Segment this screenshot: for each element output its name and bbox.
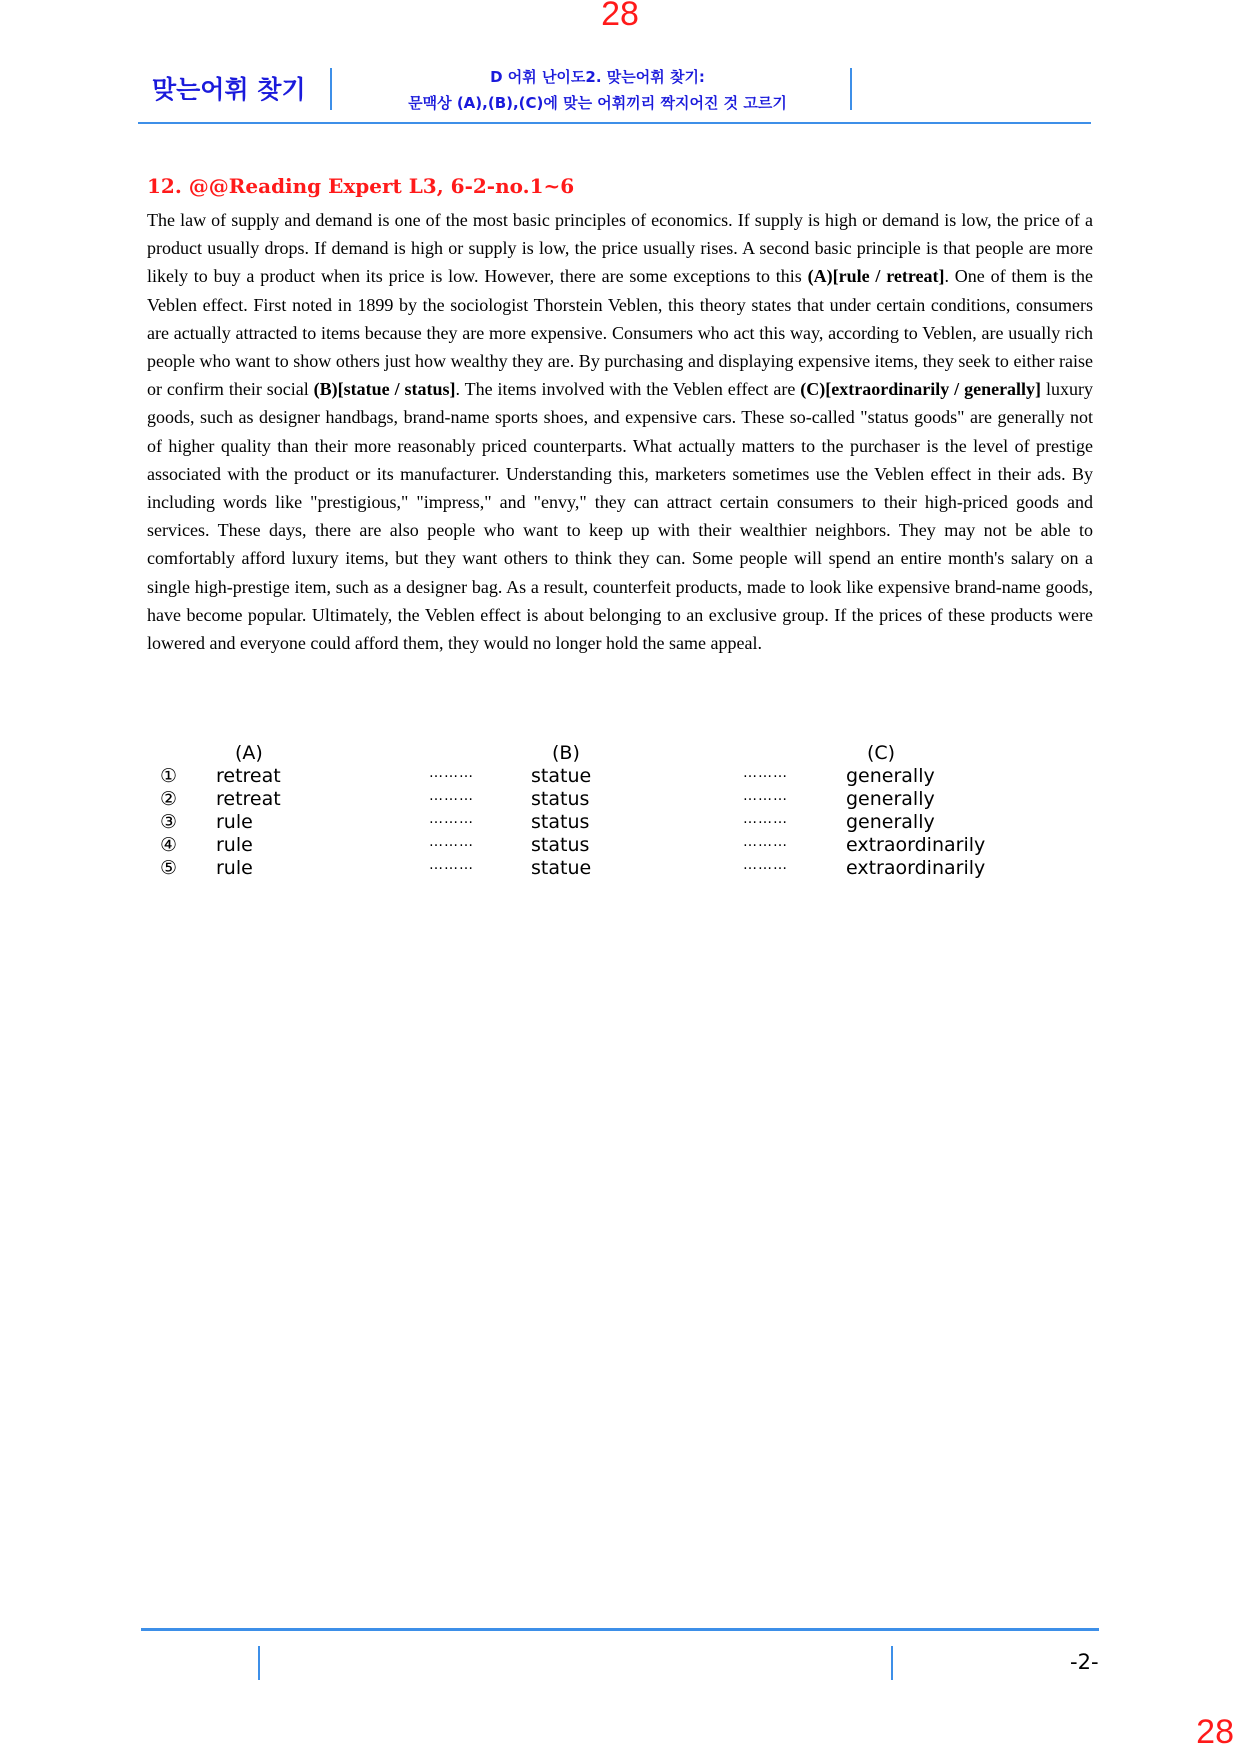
choice-leader: ……… (743, 788, 788, 804)
choice-leader: ……… (743, 834, 788, 850)
choice-number: ① (160, 765, 178, 787)
choice-leader: ……… (743, 811, 788, 827)
choice-row[interactable] (150, 811, 1050, 834)
passage-text-3: . The items involved with the Veblen effect are (455, 379, 801, 400)
choice-c: extraordinarily (846, 834, 986, 856)
choice-c: extraordinarily (846, 857, 986, 879)
passage-text-1: The law of supply and demand is one of the most basic principles of economics. If supply is high or demand is low, the price of a product usually drops. If demand is high or supply is low, the price usually rises. A second basic principle is that people are more likely to buy a product when its price is low. However, there are some exceptions to this (147, 210, 1093, 287)
page-number-top: 28 (601, 0, 639, 33)
choice-number: ② (160, 788, 178, 810)
blank-c: (C)[extraordinarily / generally] (800, 379, 1042, 400)
choice-a: retreat (216, 765, 281, 787)
passage-text-4: luxury goods, such as designer handbags, brand-name sports shoes, and expensive cars. These so-called "status goods" are generally not of higher quality than their more reasonably priced counterparts. What actually matters to the purchaser is the level of prestige associated with the product or its manufacturer. Understanding this, marketers sometimes use the Veblen effect in their ads. By including words like "prestigious," "impress," and "envy," they can attract certain consumers to their high-priced goods and services. These days, there are also people who want to keep up with their wealthier neighbors. They may not be able to comfortably afford luxury items, but they want others to think they can. Some people will spend an entire month's salary on a single high-prestige item, such as a designer bag. As a result, counterfeit products, made to look like expensive brand-name goods, have become popular. Ultimately, the Veblen effect is about belonging to an exclusive group. If the prices of these products were lowered and everyone could afford them, they would no longer hold the same appeal. (147, 379, 1093, 654)
choice-header-a: (A) (235, 742, 263, 764)
choice-leader: ……… (743, 765, 788, 781)
header-divider-right (850, 68, 852, 110)
choice-number: ③ (160, 811, 178, 833)
choice-a: rule (216, 857, 253, 879)
footer-divider-left (258, 1646, 260, 1680)
header-subtitle-line1: D 어휘 난이도2. 맞는어휘 찾기: (490, 68, 705, 86)
header-divider-left (330, 68, 332, 110)
header-subtitle (340, 64, 855, 116)
choice-row[interactable] (150, 834, 1050, 857)
question-title: 12. @@Reading Expert L3, 6-2-no.1~6 (147, 174, 575, 198)
passage-text-2: . One of them is the Veblen effect. First noted in 1899 by the sociologist Thorstein Veblen, this theory states that under certain conditions, consumers are actually attracted to items because they are more expensive. Consumers who act this way, according to Veblen, are usually rich people who want to show others just how wealthy they are. By purchasing and displaying expensive items, they seek to either raise or confirm their social (147, 266, 1093, 400)
footer-rule (141, 1628, 1099, 1631)
choice-a: rule (216, 834, 253, 856)
choice-b: status (531, 834, 590, 856)
header-subtitle-line2: 문맥상 (A),(B),(C)에 맞는 어휘끼리 짝지어진 것 고르기 (408, 94, 787, 112)
choice-number: ⑤ (160, 857, 178, 879)
header-title: 맞는어휘 찾기 (152, 75, 306, 104)
choice-b: statue (531, 765, 592, 787)
choice-leader: ……… (429, 857, 474, 873)
choice-a: rule (216, 811, 253, 833)
choice-c: generally (846, 811, 935, 833)
header-rule (138, 122, 1091, 124)
choice-b: status (531, 811, 590, 833)
choice-number: ④ (160, 834, 178, 856)
choice-leader: ……… (429, 788, 474, 804)
choice-row[interactable] (150, 857, 1050, 880)
choice-header-c: (C) (867, 742, 896, 764)
choice-a: retreat (216, 788, 281, 810)
footer-divider-right (891, 1646, 893, 1680)
blank-a: (A)[rule / retreat] (807, 266, 945, 287)
choice-leader: ……… (429, 765, 474, 781)
choice-leader: ……… (429, 811, 474, 827)
choice-header-b: (B) (552, 742, 580, 764)
choice-c: generally (846, 765, 935, 787)
choice-c: generally (846, 788, 935, 810)
choice-row[interactable] (150, 788, 1050, 811)
choice-leader: ……… (743, 857, 788, 873)
choice-b: statue (531, 857, 592, 879)
blank-b: (B)[statue / status] (313, 379, 456, 400)
footer-page-label: -2- (1070, 1650, 1099, 1674)
page-number-corner: 28 (1196, 1713, 1234, 1751)
choice-row[interactable] (150, 765, 1050, 788)
choice-b: status (531, 788, 590, 810)
choice-leader: ……… (429, 834, 474, 850)
question-passage (147, 206, 1093, 657)
choice-header-row (150, 742, 1050, 765)
answer-choices (150, 742, 1050, 880)
